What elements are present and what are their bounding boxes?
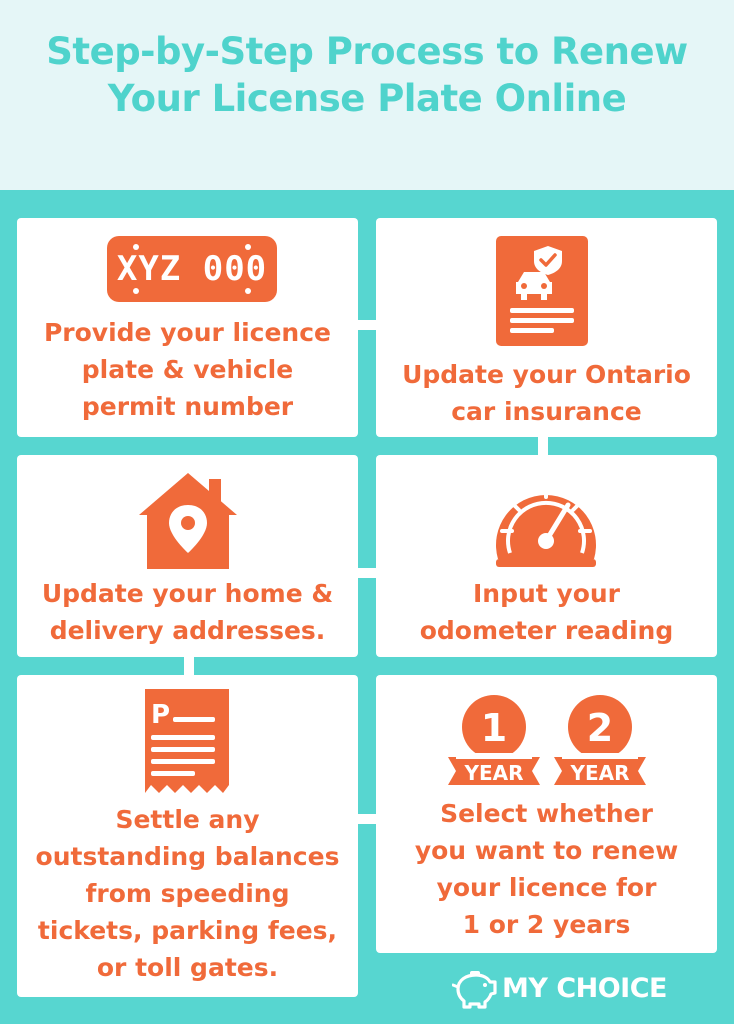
caption-line: 1 or 2 years: [462, 910, 631, 939]
caption-line: Select whether: [440, 799, 653, 828]
caption-line: you want to renew: [414, 836, 679, 865]
step-1-caption: [17, 314, 358, 425]
parking-ticket-icon: [139, 689, 235, 795]
page-title: Step-by-Step Process to Renew Your License Plate Online: [46, 30, 688, 120]
step-card-term: [376, 675, 717, 953]
car-insurance-document-icon: [496, 236, 588, 346]
caption-line: Update your Ontario: [402, 360, 691, 389]
caption-line: outstanding balances: [35, 842, 340, 871]
step-3-caption: [17, 575, 358, 649]
badge-label: YEAR: [570, 761, 630, 785]
connector: [358, 320, 376, 330]
year-badges-icon: [442, 691, 652, 789]
house-location-icon: [135, 469, 241, 571]
badge-number: 2: [586, 706, 614, 750]
caption-line: or toll gates.: [96, 953, 279, 982]
caption-line: plate & vehicle: [81, 355, 294, 384]
caption-line: Settle any: [115, 805, 260, 834]
caption-line: permit number: [81, 392, 294, 421]
caption-line: your licence for: [436, 873, 657, 902]
step-card-address: [17, 455, 358, 657]
step-6-caption: [376, 795, 717, 943]
connector: [358, 814, 376, 824]
step-card-insurance: [376, 218, 717, 437]
caption-line: tickets, parking fees,: [37, 916, 338, 945]
plate-text: XYZ 000: [116, 249, 268, 289]
badge-number: 1: [480, 706, 508, 750]
step-card-balances: [17, 675, 358, 997]
step-2-caption: [376, 356, 717, 430]
caption-line: delivery addresses.: [49, 616, 326, 645]
odometer-icon: [488, 469, 604, 569]
licence-plate-icon: [107, 236, 277, 302]
connector: [184, 657, 194, 675]
svg-text:P: P: [151, 700, 171, 730]
caption-line: Provide your licence: [43, 318, 332, 347]
caption-line: from speeding: [85, 879, 290, 908]
piggy-bank-icon: [452, 969, 498, 1009]
connector: [358, 568, 376, 578]
caption-line: odometer reading: [419, 616, 674, 645]
brand-logo: [450, 965, 680, 1013]
caption-line: car insurance: [451, 397, 642, 426]
caption-line: Input your: [472, 579, 621, 608]
brand-name: MY CHOICE: [502, 973, 667, 1004]
badge-label: YEAR: [464, 761, 524, 785]
step-card-plate: [17, 218, 358, 437]
step-card-odometer: [376, 455, 717, 657]
connector: [538, 437, 548, 455]
step-5-caption: [17, 801, 358, 986]
header: [0, 0, 734, 190]
caption-line: Update your home &: [41, 579, 334, 608]
step-4-caption: [376, 575, 717, 649]
